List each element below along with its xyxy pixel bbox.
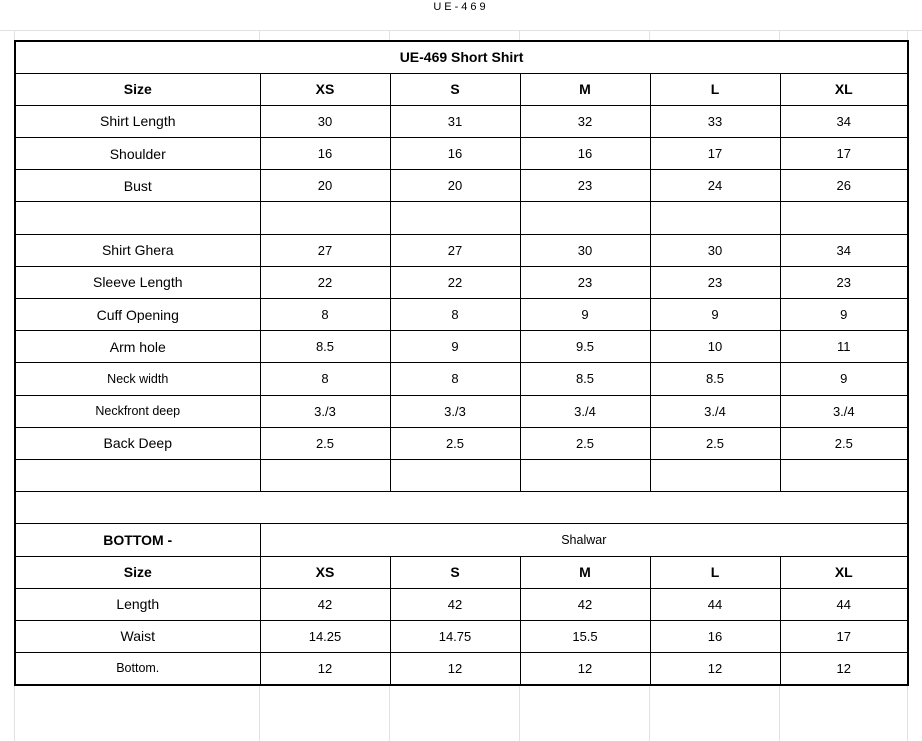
size-chart-body: [15, 41, 908, 685]
bottom-type: Shalwar: [260, 524, 908, 556]
measurement-value: 30: [650, 234, 780, 266]
empty-cell: [650, 459, 780, 491]
measurement-value: 8: [260, 363, 390, 395]
measurement-value: 3./3: [260, 395, 390, 427]
empty-cell: [390, 202, 520, 234]
measurement-value: 30: [520, 234, 650, 266]
measurement-value: 12: [780, 653, 908, 685]
empty-cell: [780, 459, 908, 491]
measurement-value: 2.5: [650, 427, 780, 459]
empty-cell: [260, 459, 390, 491]
measurement-value: 42: [520, 588, 650, 620]
measurement-label: Length: [15, 588, 260, 620]
measurement-value: 27: [390, 234, 520, 266]
measurement-value: 2.5: [390, 427, 520, 459]
measurement-row: [15, 395, 908, 427]
size-header-m: M: [520, 73, 650, 105]
measurement-row: [15, 138, 908, 170]
measurement-value: 11: [780, 331, 908, 363]
empty-cell: [650, 202, 780, 234]
size-header-xl: XL: [780, 556, 908, 588]
measurement-value: 17: [780, 138, 908, 170]
empty-cell: [15, 459, 260, 491]
measurement-value: 8: [390, 363, 520, 395]
measurement-value: 23: [780, 266, 908, 298]
measurement-value: 31: [390, 105, 520, 137]
measurement-value: 27: [260, 234, 390, 266]
measurement-value: 20: [260, 170, 390, 202]
measurement-label: Waist: [15, 620, 260, 652]
measurement-row: [15, 234, 908, 266]
measurement-row: [15, 266, 908, 298]
table-title-row: [15, 41, 908, 73]
spacer-row: [15, 459, 908, 491]
empty-cell: [15, 202, 260, 234]
grid-line: [0, 30, 922, 31]
measurement-value: 9: [780, 299, 908, 331]
measurement-value: 44: [780, 588, 908, 620]
size-header-xs: XS: [260, 556, 390, 588]
measurement-value: 3./3: [390, 395, 520, 427]
measurement-label: Sleeve Length: [15, 266, 260, 298]
empty-cell: [520, 459, 650, 491]
measurement-row: [15, 363, 908, 395]
measurement-value: 3./4: [520, 395, 650, 427]
measurement-value: 34: [780, 105, 908, 137]
measurement-value: 12: [520, 653, 650, 685]
measurement-value: 16: [260, 138, 390, 170]
measurement-value: 12: [260, 653, 390, 685]
measurement-label: Neckfront deep: [15, 395, 260, 427]
measurement-row: [15, 299, 908, 331]
measurement-value: 42: [260, 588, 390, 620]
measurement-value: 16: [390, 138, 520, 170]
measurement-value: 9: [650, 299, 780, 331]
measurement-value: 14.75: [390, 620, 520, 652]
measurement-value: 23: [520, 266, 650, 298]
measurement-value: 3./4: [780, 395, 908, 427]
size-chart-table: [14, 40, 909, 686]
measurement-value: 17: [650, 138, 780, 170]
measurement-value: 16: [650, 620, 780, 652]
bottom-type-row: [15, 524, 908, 556]
measurement-row: [15, 588, 908, 620]
measurement-value: 2.5: [260, 427, 390, 459]
measurement-row: [15, 653, 908, 685]
measurement-row: [15, 170, 908, 202]
measurement-row: [15, 427, 908, 459]
measurement-value: 8.5: [520, 363, 650, 395]
measurement-value: 9: [520, 299, 650, 331]
measurement-value: 32: [520, 105, 650, 137]
page-header: UE-469: [433, 1, 489, 13]
measurement-value: 33: [650, 105, 780, 137]
bottom-label: BOTTOM -: [15, 524, 260, 556]
measurement-value: 8: [390, 299, 520, 331]
table-title: UE-469 Short Shirt: [15, 41, 908, 73]
measurement-value: 8.5: [260, 331, 390, 363]
size-header-s: S: [390, 73, 520, 105]
measurement-value: 26: [780, 170, 908, 202]
measurement-value: 22: [390, 266, 520, 298]
measurement-label: Shirt Length: [15, 105, 260, 137]
empty-cell: [780, 202, 908, 234]
measurement-label: Shirt Ghera: [15, 234, 260, 266]
size-header-xl: XL: [780, 73, 908, 105]
measurement-value: 12: [390, 653, 520, 685]
measurement-value: 44: [650, 588, 780, 620]
measurement-value: 10: [650, 331, 780, 363]
shirt-size-header-row: [15, 73, 908, 105]
measurement-value: 34: [780, 234, 908, 266]
size-header-label: Size: [15, 556, 260, 588]
measurement-label: Back Deep: [15, 427, 260, 459]
size-header-label: Size: [15, 73, 260, 105]
measurement-value: 9: [780, 363, 908, 395]
measurement-value: 42: [390, 588, 520, 620]
measurement-value: 12: [650, 653, 780, 685]
measurement-value: 2.5: [520, 427, 650, 459]
measurement-value: 23: [650, 266, 780, 298]
measurement-value: 24: [650, 170, 780, 202]
bottom-size-header-row: [15, 556, 908, 588]
measurement-label: Shoulder: [15, 138, 260, 170]
measurement-label: Bust: [15, 170, 260, 202]
empty-cell: [390, 459, 520, 491]
measurement-value: 8.5: [650, 363, 780, 395]
measurement-row: [15, 620, 908, 652]
measurement-row: [15, 105, 908, 137]
measurement-value: 8: [260, 299, 390, 331]
spacer-row: [15, 492, 908, 524]
measurement-value: 23: [520, 170, 650, 202]
measurement-label: Neck width: [15, 363, 260, 395]
empty-cell: [15, 492, 908, 524]
size-header-m: M: [520, 556, 650, 588]
size-header-xs: XS: [260, 73, 390, 105]
measurement-label: Bottom.: [15, 653, 260, 685]
measurement-value: 20: [390, 170, 520, 202]
measurement-label: Cuff Opening: [15, 299, 260, 331]
measurement-label: Arm hole: [15, 331, 260, 363]
measurement-value: 14.25: [260, 620, 390, 652]
size-header-l: L: [650, 556, 780, 588]
spacer-row: [15, 202, 908, 234]
empty-cell: [260, 202, 390, 234]
measurement-row: [15, 331, 908, 363]
size-header-s: S: [390, 556, 520, 588]
measurement-value: 17: [780, 620, 908, 652]
empty-cell: [520, 202, 650, 234]
measurement-value: 2.5: [780, 427, 908, 459]
size-header-l: L: [650, 73, 780, 105]
measurement-value: 15.5: [520, 620, 650, 652]
measurement-value: 9: [390, 331, 520, 363]
measurement-value: 30: [260, 105, 390, 137]
measurement-value: 16: [520, 138, 650, 170]
measurement-value: 9.5: [520, 331, 650, 363]
measurement-value: 3./4: [650, 395, 780, 427]
measurement-value: 22: [260, 266, 390, 298]
